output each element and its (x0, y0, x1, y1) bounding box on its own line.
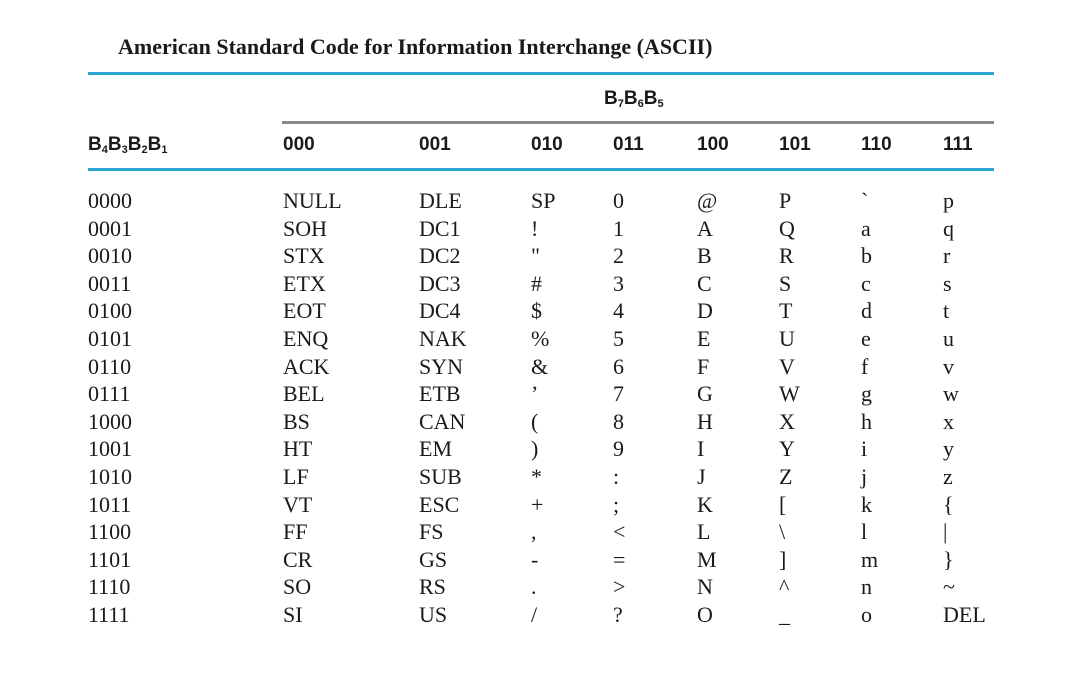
ascii-cell-001-1100: FS (419, 519, 444, 545)
ascii-cell-100-0000: @ (697, 188, 718, 213)
group-sub-6: 6 (637, 98, 644, 110)
row-sub-3: 3 (121, 144, 128, 156)
ascii-cell-111-0011: s (943, 270, 952, 296)
ascii-cell-011-1101: = (613, 546, 626, 572)
row-code-0010: 0010 (88, 243, 132, 269)
ascii-cell-001-1101: GS (419, 546, 448, 572)
group-letter-7: B (604, 88, 618, 109)
ascii-cell-001-0011: DC3 (419, 270, 461, 296)
ascii-cell-011-1110: > (613, 574, 626, 600)
ascii-cell-011-1001: 9 (613, 436, 624, 462)
ascii-cell-011-0010: 2 (613, 243, 624, 269)
ascii-cell-100-1000: H (697, 408, 713, 434)
ascii-cell-111-1001: y (943, 436, 954, 462)
ascii-cell-110-0100: d (861, 298, 872, 324)
row-code-1110: 1110 (88, 574, 131, 600)
ascii-cell-100-0100: D (697, 298, 713, 324)
ascii-cell-100-0011: C (697, 270, 712, 296)
ascii-cell-011-1111: ? (613, 602, 623, 627)
ascii-cell-111-1111: DEL (943, 602, 986, 627)
column-header-111: 111 (943, 134, 973, 155)
ascii-cell-100-1010: J (697, 464, 706, 489)
ascii-cell-001-0111: ETB (419, 381, 461, 407)
column-group-label (604, 88, 664, 110)
column-header-000: 000 (283, 134, 315, 155)
top-divider (88, 72, 994, 75)
ascii-cell-110-1101: m (861, 546, 879, 572)
ascii-cell-011-1011: ; (613, 491, 620, 517)
row-header-label (88, 134, 167, 156)
group-letter-5: B (643, 88, 658, 109)
ascii-cell-000-1011: VT (283, 491, 313, 517)
ascii-cell-001-1111: US (419, 602, 448, 627)
ascii-cell-010-1001: ) (531, 436, 539, 462)
row-code-0001: 0001 (88, 215, 132, 241)
ascii-cell-111-1100: | (943, 519, 948, 545)
ascii-cell-011-0011: 3 (613, 270, 624, 296)
ascii-cell-111-0001: q (943, 215, 954, 241)
ascii-cell-001-1110: RS (419, 574, 446, 600)
ascii-cell-100-1100: L (697, 519, 711, 545)
ascii-cell-001-1001: EM (419, 436, 452, 462)
ascii-cell-001-1011: ESC (419, 491, 460, 517)
row-letter-3: B (107, 134, 122, 155)
ascii-cell-000-0000: NULL (283, 188, 342, 213)
row-code-0110: 0110 (88, 353, 132, 379)
ascii-cell-100-0110: F (697, 353, 710, 379)
column-header-110: 110 (861, 134, 892, 155)
ascii-cell-011-0001: 1 (613, 215, 624, 241)
ascii-cell-010-0111: ’ (531, 381, 539, 407)
ascii-cell-101-1010: Z (779, 464, 793, 489)
row-code-0100: 0100 (88, 298, 132, 324)
ascii-cell-010-1101: - (531, 546, 539, 572)
ascii-cell-101-0010: R (779, 243, 794, 269)
ascii-cell-011-1010: : (613, 464, 620, 489)
ascii-cell-001-1000: CAN (419, 408, 466, 434)
ascii-cell-010-0010: " (531, 243, 540, 269)
ascii-cell-111-0111: w (943, 381, 959, 407)
ascii-cell-101-0101: U (779, 326, 795, 351)
ascii-cell-010-0110: & (531, 353, 549, 379)
ascii-cell-000-0001: SOH (283, 215, 328, 241)
ascii-cell-100-0101: E (697, 326, 711, 351)
ascii-cell-110-1001: i (861, 436, 868, 462)
ascii-cell-010-1110: . (531, 574, 537, 600)
ascii-cell-100-1011: K (697, 491, 713, 517)
row-code-0011: 0011 (88, 270, 132, 296)
ascii-cell-001-0000: DLE (419, 188, 462, 213)
ascii-cell-100-0111: G (697, 381, 713, 407)
ascii-cell-100-0001: A (697, 215, 713, 241)
row-code-1100: 1100 (88, 519, 132, 545)
row-code-0101: 0101 (88, 326, 132, 351)
column-header-001: 001 (419, 134, 451, 155)
ascii-cell-101-0001: Q (779, 215, 795, 241)
ascii-cell-100-0010: B (697, 243, 712, 269)
ascii-cell-101-1101: ] (779, 546, 787, 572)
row-letter-1: B (147, 134, 162, 155)
ascii-cell-001-0001: DC1 (419, 215, 461, 241)
ascii-cell-010-0001: ! (531, 215, 539, 241)
ascii-cell-000-0011: ETX (283, 270, 326, 296)
column-header-010: 010 (531, 134, 563, 155)
ascii-cell-001-0110: SYN (419, 353, 464, 379)
row-code-1001: 1001 (88, 436, 132, 462)
ascii-cell-110-0010: b (861, 243, 872, 269)
ascii-cell-100-1111: O (697, 602, 713, 627)
ascii-cell-111-0000: p (943, 188, 954, 213)
ascii-cell-100-1101: M (697, 546, 717, 572)
ascii-cell-110-0110: f (861, 353, 869, 379)
ascii-cell-111-0101: u (943, 326, 954, 351)
ascii-cell-101-0111: W (779, 381, 800, 407)
row-letter-2: B (127, 134, 142, 155)
ascii-cell-010-0100: $ (531, 298, 542, 324)
group-sub-5: 5 (657, 98, 664, 110)
ascii-cell-011-0000: 0 (613, 188, 624, 213)
ascii-cell-100-1110: N (697, 574, 713, 600)
column-header-011: 011 (613, 134, 644, 155)
row-code-1010: 1010 (88, 464, 132, 489)
ascii-cell-101-1011: [ (779, 491, 787, 517)
ascii-cell-010-1100: , (531, 519, 537, 545)
ascii-cell-111-1000: x (943, 408, 954, 434)
ascii-cell-010-0011: # (531, 270, 542, 296)
ascii-cell-011-0110: 6 (613, 353, 624, 379)
ascii-cell-110-1111: o (861, 602, 872, 627)
ascii-cell-100-1001: I (697, 436, 705, 462)
ascii-cell-000-0110: ACK (283, 353, 330, 379)
ascii-cell-110-1110: n (861, 574, 872, 600)
ascii-cell-111-1110: ~ (943, 574, 955, 600)
row-code-0111: 0111 (88, 381, 131, 407)
ascii-cell-001-0010: DC2 (419, 243, 461, 269)
row-sub-2: 2 (141, 144, 148, 156)
ascii-cell-010-1011: + (531, 491, 544, 517)
ascii-cell-010-1000: ( (531, 408, 539, 434)
ascii-cell-000-1001: HT (283, 436, 313, 462)
ascii-cell-010-1010: * (531, 464, 542, 489)
row-code-1101: 1101 (88, 546, 132, 572)
ascii-cell-001-0100: DC4 (419, 298, 461, 324)
ascii-cell-011-1000: 8 (613, 408, 624, 434)
ascii-cell-000-1110: SO (283, 574, 312, 600)
ascii-cell-101-0011: S (779, 270, 792, 296)
ascii-cell-000-1010: LF (283, 464, 309, 489)
ascii-cell-000-0100: EOT (283, 298, 326, 324)
column-header-101: 101 (779, 134, 811, 155)
ascii-cell-000-0101: ENQ (283, 326, 329, 351)
ascii-cell-110-1100: l (861, 519, 868, 545)
ascii-cell-000-1100: FF (283, 519, 308, 545)
ascii-cell-011-0101: 5 (613, 326, 624, 351)
page-title: American Standard Code for Information Interchange (ASCII) (118, 34, 713, 59)
header-divider (88, 168, 994, 171)
ascii-cell-110-0101: e (861, 326, 871, 351)
ascii-cell-101-1000: X (779, 408, 795, 434)
ascii-cell-111-0010: r (943, 243, 951, 269)
ascii-cell-010-0000: SP (531, 188, 556, 213)
row-code-1011: 1011 (88, 491, 132, 517)
row-sub-1: 1 (161, 144, 168, 156)
ascii-cell-110-1000: h (861, 408, 872, 434)
ascii-cell-000-1101: CR (283, 546, 313, 572)
ascii-cell-001-1010: SUB (419, 464, 462, 489)
ascii-cell-000-1111: SI (283, 602, 303, 627)
ascii-cell-110-0011: c (861, 270, 871, 296)
ascii-cell-010-1111: / (531, 602, 538, 627)
ascii-cell-010-0101: % (531, 326, 550, 351)
row-sub-4: 4 (101, 144, 108, 156)
row-letter-4: B (88, 134, 102, 155)
row-code-1111: 1111 (88, 602, 130, 627)
ascii-cell-111-1010: z (943, 464, 953, 489)
ascii-cell-000-1000: BS (283, 408, 310, 434)
ascii-cell-110-1011: k (861, 491, 872, 517)
group-letter-6: B (623, 88, 638, 109)
group-sub-7: 7 (617, 98, 624, 110)
ascii-cell-101-1100: \ (779, 519, 786, 545)
ascii-cell-110-0001: a (861, 215, 871, 241)
ascii-cell-111-0100: t (943, 298, 950, 324)
ascii-cell-111-1101: } (943, 546, 954, 572)
ascii-cell-101-0100: T (779, 298, 793, 324)
ascii-cell-110-0111: g (861, 381, 872, 407)
column-group-divider (282, 121, 994, 124)
ascii-cell-110-0000: ` (861, 188, 869, 213)
ascii-cell-110-1010: j (861, 464, 868, 489)
ascii-cell-111-1011: { (943, 491, 954, 517)
ascii-cell-001-0101: NAK (419, 326, 467, 351)
ascii-cell-000-0111: BEL (283, 381, 325, 407)
ascii-cell-111-0110: v (943, 353, 954, 379)
ascii-cell-011-1100: < (613, 519, 626, 545)
ascii-cell-101-0110: V (779, 353, 795, 379)
row-code-0000: 0000 (88, 188, 132, 213)
ascii-cell-101-1110: ^ (779, 574, 790, 600)
ascii-cell-101-1111: _ (779, 602, 790, 627)
column-header-100: 100 (697, 134, 729, 155)
ascii-cell-101-1001: Y (779, 436, 795, 462)
ascii-cell-011-0100: 4 (613, 298, 624, 324)
ascii-cell-011-0111: 7 (613, 381, 624, 407)
ascii-cell-000-0010: STX (283, 243, 325, 269)
row-code-1000: 1000 (88, 408, 132, 434)
ascii-cell-101-0000: P (779, 188, 792, 213)
